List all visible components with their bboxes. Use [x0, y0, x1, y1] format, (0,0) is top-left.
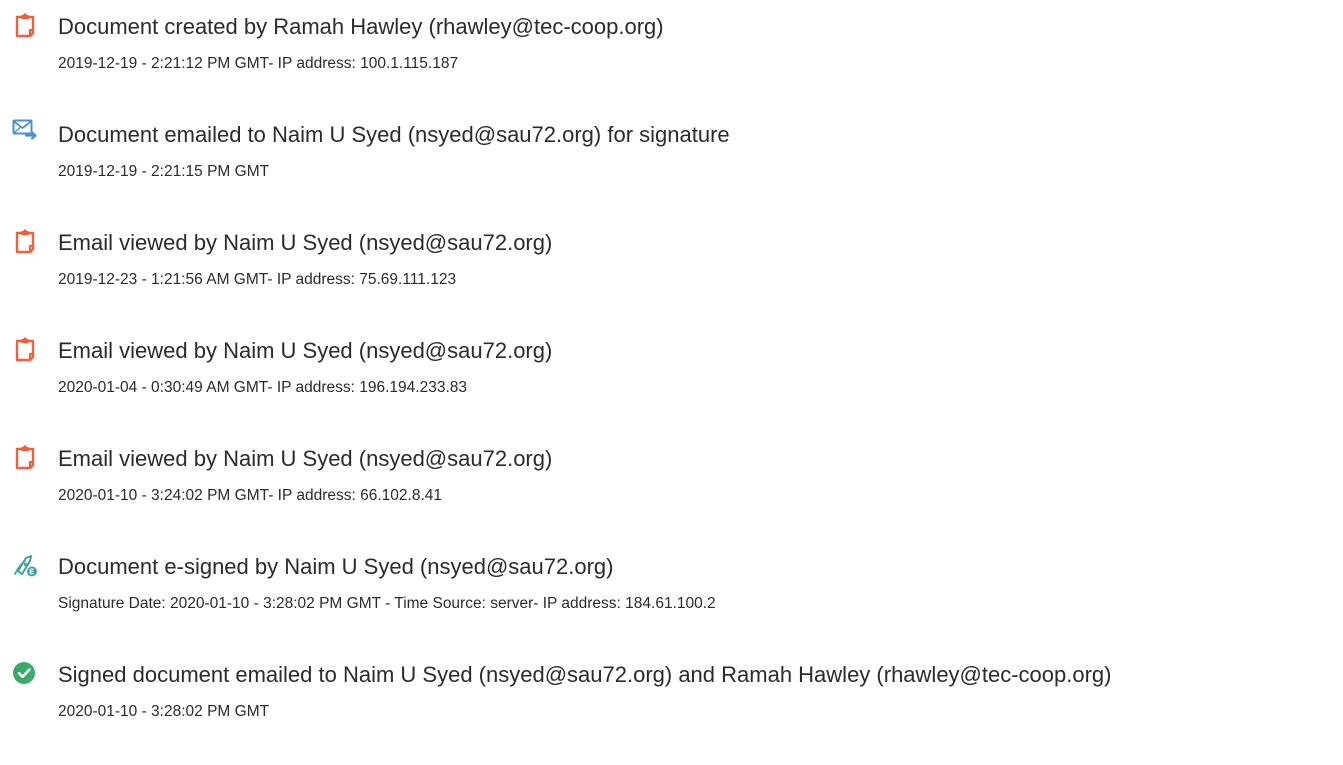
event-title: Email viewed by Naim U Syed (nsyed@sau72.org) — [58, 446, 553, 471]
check-circle-icon — [12, 660, 38, 686]
event-title: Document created by Ramah Hawley (rhawley@tec-coop.org) — [58, 14, 664, 39]
audit-event — [0, 336, 1343, 416]
event-detail: Signature Date: 2020-01-10 - 3:28:02 PM GMT - Time Source: server- IP address: 184.61.100.2 — [58, 595, 716, 612]
event-detail: 2019-12-19 - 2:21:15 PM GMT — [58, 163, 270, 180]
email-sent-icon — [12, 116, 38, 142]
event-title: Signed document emailed to Naim U Syed (nsyed@sau72.org) and Ramah Hawley (rhawley@tec-coop.org) — [58, 662, 1112, 687]
audit-event — [0, 12, 1343, 92]
audit-event — [0, 552, 1343, 632]
event-detail: 2020-01-04 - 0:30:49 AM GMT- IP address: 196.194.233.83 — [58, 379, 468, 396]
audit-event — [0, 120, 1343, 200]
document-icon — [12, 228, 38, 254]
event-detail: 2019-12-23 - 1:21:56 AM GMT- IP address: 75.69.111.123 — [58, 271, 457, 288]
audit-event — [0, 228, 1343, 308]
event-detail: 2020-01-10 - 3:28:02 PM GMT — [58, 703, 270, 720]
audit-event — [0, 444, 1343, 524]
event-title: Email viewed by Naim U Syed (nsyed@sau72.org) — [58, 338, 553, 363]
audit-event — [0, 660, 1343, 740]
event-title: Document e-signed by Naim U Syed (nsyed@sau72.org) — [58, 554, 614, 579]
document-icon — [12, 444, 38, 470]
event-title: Email viewed by Naim U Syed (nsyed@sau72.org) — [58, 230, 553, 255]
document-icon — [12, 336, 38, 362]
e-sign-pen-icon — [12, 552, 38, 578]
document-icon — [12, 12, 38, 38]
event-title: Document emailed to Naim U Syed (nsyed@sau72.org) for signature — [58, 122, 730, 147]
event-detail: 2019-12-19 - 2:21:12 PM GMT- IP address: 100.1.115.187 — [58, 55, 459, 72]
event-detail: 2020-01-10 - 3:24:02 PM GMT- IP address: 66.102.8.41 — [58, 487, 442, 504]
